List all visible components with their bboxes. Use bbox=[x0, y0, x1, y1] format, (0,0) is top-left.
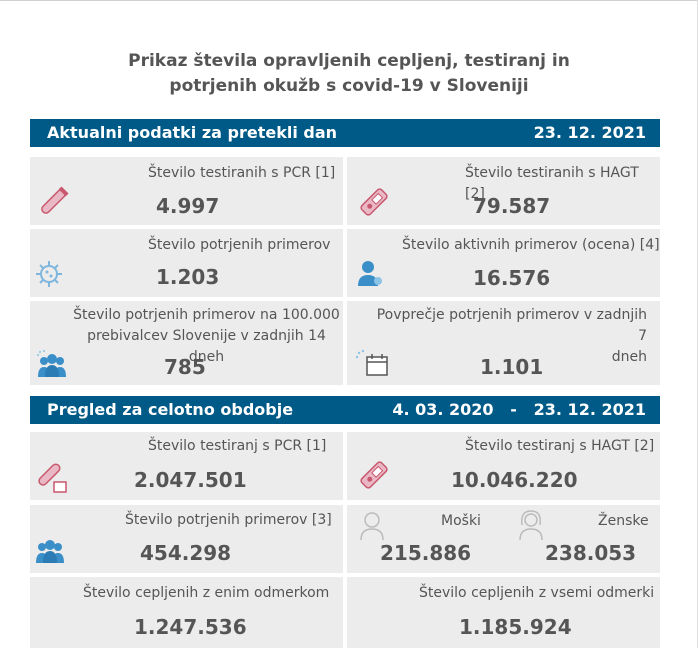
daily-active-value: 16.576 bbox=[473, 266, 551, 290]
daily-active-label: Število aktivnih primerov (ocena) [4] bbox=[402, 237, 660, 253]
total-hagt-value: 10.046.220 bbox=[451, 468, 578, 492]
daily-avg7-card bbox=[347, 301, 660, 385]
total-confirmed-label: Število potrjenih primerov [3] bbox=[125, 512, 332, 528]
page-title-line2: potrjenih okužb s covid-19 v Sloveniji bbox=[169, 76, 529, 96]
frame-border-top bbox=[0, 0, 698, 1]
daily-header-band bbox=[30, 119, 660, 147]
daily-per100k-value: 785 bbox=[164, 355, 206, 379]
woman-icon bbox=[517, 509, 545, 541]
daily-pcr-label: Število testiranih s PCR [1] bbox=[148, 165, 336, 181]
daily-date: 23. 12. 2021 bbox=[533, 123, 646, 142]
daily-avg7-value: 1.101 bbox=[480, 355, 544, 379]
daily-pcr-value: 4.997 bbox=[156, 194, 220, 218]
total-date-to: 23. 12. 2021 bbox=[533, 400, 646, 419]
total-vacc-one-label: Število cepljenih z enim odmerkom bbox=[83, 585, 330, 601]
daily-per100k-card bbox=[30, 301, 343, 385]
test-tube-icon bbox=[34, 460, 70, 496]
total-female-label: Ženske bbox=[598, 513, 649, 529]
rapid-test-icon bbox=[357, 458, 393, 494]
total-pcr-value: 2.047.501 bbox=[134, 468, 247, 492]
page-title-line1: Prikaz števila opravljenih cepljenj, testiranj in bbox=[128, 51, 570, 71]
total-female-value: 238.053 bbox=[545, 541, 637, 565]
daily-confirmed-label: Število potrjenih primerov bbox=[148, 237, 331, 253]
daily-active-card bbox=[347, 229, 660, 297]
total-date-separator: - bbox=[510, 400, 517, 419]
test-tube-icon bbox=[36, 185, 70, 219]
total-heading: Pregled za celotno obdobje bbox=[47, 400, 294, 419]
total-header-band bbox=[30, 396, 660, 424]
total-male-value: 215.886 bbox=[380, 541, 472, 565]
daily-pcr-card bbox=[30, 157, 343, 225]
daily-per100k-label bbox=[70, 305, 343, 368]
total-male-label: Moški bbox=[441, 513, 481, 529]
total-hagt-label: Število testiranj s HAGT [2] bbox=[465, 438, 655, 454]
total-confirmed-card bbox=[30, 505, 343, 573]
total-pcr-label: Število testiranj s PCR [1] bbox=[148, 438, 327, 454]
daily-confirmed-value: 1.203 bbox=[156, 265, 220, 289]
daily-avg7-label-line2: dneh bbox=[611, 349, 647, 365]
daily-confirmed-card bbox=[30, 229, 343, 297]
daily-hagt-label: Število testiranih s HAGT [2] bbox=[465, 165, 639, 202]
daily-hagt-value: 79.587 bbox=[473, 194, 551, 218]
total-vacc-all-value: 1.185.924 bbox=[459, 615, 572, 639]
total-confirmed-value: 454.298 bbox=[140, 541, 232, 565]
total-vacc-all-card bbox=[347, 577, 660, 648]
page-title bbox=[60, 49, 638, 99]
total-hagt-card bbox=[347, 432, 660, 500]
total-pcr-card bbox=[30, 432, 343, 500]
total-vacc-all-label: Število cepljenih z vsemi odmerki bbox=[419, 585, 655, 601]
total-gender-card bbox=[347, 505, 660, 573]
daily-per100k-label-line1: Število potrjenih primerov na 100.000 bbox=[73, 307, 340, 323]
people-group-icon bbox=[36, 349, 68, 379]
total-date-range bbox=[392, 400, 646, 419]
daily-hagt-card bbox=[347, 157, 660, 225]
total-vacc-one-value: 1.247.536 bbox=[134, 615, 247, 639]
daily-per100k-label-line2: prebivalcev Slovenije v zadnjih 14 dneh bbox=[87, 328, 326, 365]
rapid-test-icon bbox=[357, 185, 391, 219]
people-group-icon bbox=[34, 537, 66, 565]
virus-icon bbox=[34, 259, 64, 289]
total-date-from: 4. 03. 2020 bbox=[392, 400, 494, 419]
man-icon bbox=[359, 511, 385, 541]
person-icon bbox=[357, 259, 383, 287]
total-vacc-one-card bbox=[30, 577, 343, 648]
daily-avg7-label-line1: Povprečje potrjenih primerov v zadnjih 7 bbox=[376, 307, 647, 344]
daily-heading: Aktualni podatki za pretekli dan bbox=[47, 123, 338, 142]
